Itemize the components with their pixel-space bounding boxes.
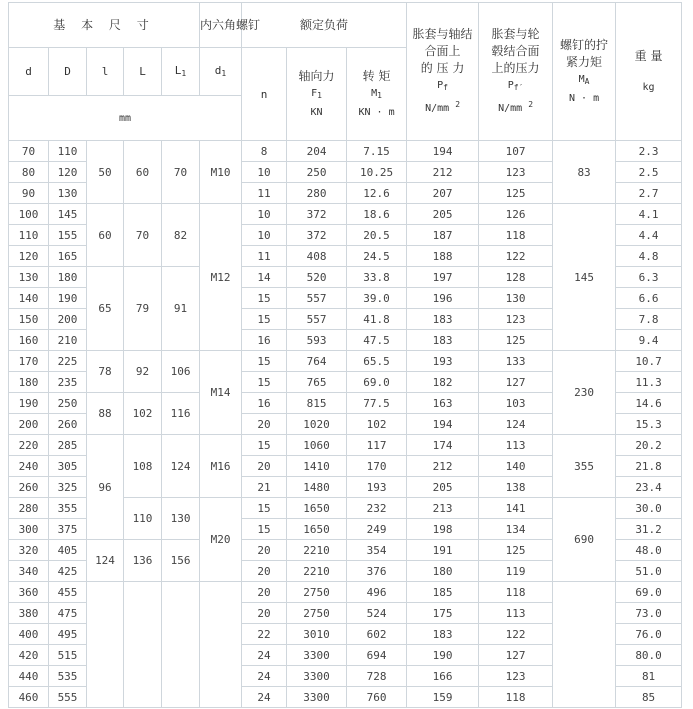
cell-L: 110 — [124, 498, 162, 540]
cell-shaft-pressure: 183 — [407, 309, 479, 330]
cell-weight: 15.3 — [616, 414, 682, 435]
cell-axial-force: 1410 — [287, 456, 347, 477]
cell-L1: 124 — [162, 435, 200, 498]
cell-d: 200 — [9, 414, 49, 435]
cell-d: 260 — [9, 477, 49, 498]
cell-D: 455 — [49, 582, 87, 603]
cell-axial-force: 3300 — [287, 645, 347, 666]
cell-shaft-pressure: 207 — [407, 183, 479, 204]
table-row — [9, 582, 682, 603]
cell-weight: 4.4 — [616, 225, 682, 246]
cell-hub-pressure: 128 — [479, 267, 553, 288]
cell-hub-pressure: 119 — [479, 561, 553, 582]
cell-d: 70 — [9, 141, 49, 162]
cell-shaft-pressure: 205 — [407, 477, 479, 498]
cell-axial-force: 2750 — [287, 603, 347, 624]
cell-d1 — [200, 582, 242, 708]
cell-D: 155 — [49, 225, 87, 246]
cell-d: 220 — [9, 435, 49, 456]
cell-D: 225 — [49, 351, 87, 372]
cell-axial-force: 557 — [287, 288, 347, 309]
cell-D: 120 — [49, 162, 87, 183]
cell-weight: 73.0 — [616, 603, 682, 624]
cell-hub-pressure: 138 — [479, 477, 553, 498]
table-row — [9, 141, 682, 162]
header-n: n — [242, 48, 287, 141]
cell-shaft-pressure: 193 — [407, 351, 479, 372]
cell-shaft-pressure: 166 — [407, 666, 479, 687]
cell-axial-force: 3010 — [287, 624, 347, 645]
cell-D: 375 — [49, 519, 87, 540]
cell-torque: 47.5 — [347, 330, 407, 351]
spec-table-body — [9, 141, 682, 708]
cell-L: 92 — [124, 351, 162, 393]
header-d1: $d_1$ — [200, 48, 242, 96]
cell-axial-force: 765 — [287, 372, 347, 393]
spec-table-container — [8, 2, 682, 708]
cell-L1: 106 — [162, 351, 200, 393]
cell-shaft-pressure: 183 — [407, 330, 479, 351]
cell-shaft-pressure: 213 — [407, 498, 479, 519]
header-d: d — [9, 48, 49, 96]
cell-L: 102 — [124, 393, 162, 435]
cell-torque: 602 — [347, 624, 407, 645]
cell-d: 120 — [9, 246, 49, 267]
cell-axial-force: 1650 — [287, 519, 347, 540]
cell-d1: M16 — [200, 435, 242, 498]
cell-torque: 39.0 — [347, 288, 407, 309]
cell-d: 440 — [9, 666, 49, 687]
cell-shaft-pressure: 212 — [407, 162, 479, 183]
cell-L: 108 — [124, 435, 162, 498]
cell-shaft-pressure: 185 — [407, 582, 479, 603]
cell-d: 320 — [9, 540, 49, 561]
cell-hub-pressure: 127 — [479, 372, 553, 393]
cell-axial-force: 1060 — [287, 435, 347, 456]
cell-axial-force: 2210 — [287, 561, 347, 582]
cell-weight: 51.0 — [616, 561, 682, 582]
cell-axial-force: 1480 — [287, 477, 347, 498]
cell-torque: 20.5 — [347, 225, 407, 246]
cell-shaft-pressure: 183 — [407, 624, 479, 645]
cell-torque: 694 — [347, 645, 407, 666]
cell-l: 96 — [87, 435, 124, 540]
cell-hub-pressure: 122 — [479, 624, 553, 645]
cell-L — [124, 582, 162, 708]
table-row — [9, 204, 682, 225]
cell-n: 15 — [242, 309, 287, 330]
cell-d: 460 — [9, 687, 49, 708]
cell-D: 260 — [49, 414, 87, 435]
header-hub-pressure: 胀套与轮 毂结合面 上的压力 $P_{f'}$ N/mm $^2$ — [479, 3, 553, 141]
cell-n: 15 — [242, 435, 287, 456]
cell-hub-pressure: 141 — [479, 498, 553, 519]
cell-n: 24 — [242, 645, 287, 666]
cell-weight: 48.0 — [616, 540, 682, 561]
cell-D: 285 — [49, 435, 87, 456]
cell-axial-force: 3300 — [287, 666, 347, 687]
header-D: D — [49, 48, 87, 96]
cell-shaft-pressure: 198 — [407, 519, 479, 540]
cell-d: 340 — [9, 561, 49, 582]
cell-torque: 12.6 — [347, 183, 407, 204]
cell-shaft-pressure: 194 — [407, 414, 479, 435]
cell-hub-pressure: 107 — [479, 141, 553, 162]
cell-d: 360 — [9, 582, 49, 603]
cell-D: 190 — [49, 288, 87, 309]
cell-weight: 7.8 — [616, 309, 682, 330]
cell-n: 10 — [242, 162, 287, 183]
cell-weight: 69.0 — [616, 582, 682, 603]
cell-hub-pressure: 123 — [479, 309, 553, 330]
cell-L1: 82 — [162, 204, 200, 267]
cell-axial-force: 1650 — [287, 498, 347, 519]
cell-shaft-pressure: 159 — [407, 687, 479, 708]
cell-L1: 116 — [162, 393, 200, 435]
cell-d: 240 — [9, 456, 49, 477]
cell-weight: 4.8 — [616, 246, 682, 267]
cell-n: 15 — [242, 288, 287, 309]
cell-weight: 76.0 — [616, 624, 682, 645]
cell-D: 475 — [49, 603, 87, 624]
cell-shaft-pressure: 187 — [407, 225, 479, 246]
cell-weight: 6.3 — [616, 267, 682, 288]
cell-torque: 77.5 — [347, 393, 407, 414]
cell-D: 110 — [49, 141, 87, 162]
cell-D: 180 — [49, 267, 87, 288]
header-unit-mm: mm — [9, 96, 242, 141]
table-row — [9, 435, 682, 456]
cell-d: 110 — [9, 225, 49, 246]
cell-hub-pressure: 127 — [479, 645, 553, 666]
cell-L: 70 — [124, 204, 162, 267]
cell-l: 88 — [87, 393, 124, 435]
cell-shaft-pressure: 174 — [407, 435, 479, 456]
header-axial-force: 轴向力 $F_1$ KN — [287, 48, 347, 141]
cell-D: 405 — [49, 540, 87, 561]
cell-torque: 33.8 — [347, 267, 407, 288]
cell-screw-torque: 83 — [553, 141, 616, 204]
cell-hub-pressure: 125 — [479, 330, 553, 351]
cell-axial-force: 250 — [287, 162, 347, 183]
cell-screw-torque: 230 — [553, 351, 616, 435]
cell-weight: 21.8 — [616, 456, 682, 477]
cell-d: 100 — [9, 204, 49, 225]
table-row — [9, 351, 682, 372]
cell-shaft-pressure: 175 — [407, 603, 479, 624]
cell-weight: 9.4 — [616, 330, 682, 351]
cell-n: 16 — [242, 330, 287, 351]
cell-d1: M14 — [200, 351, 242, 435]
cell-torque: 102 — [347, 414, 407, 435]
cell-weight: 4.1 — [616, 204, 682, 225]
cell-shaft-pressure: 180 — [407, 561, 479, 582]
cell-D: 555 — [49, 687, 87, 708]
cell-hub-pressure: 125 — [479, 183, 553, 204]
cell-n: 15 — [242, 372, 287, 393]
cell-L1: 156 — [162, 540, 200, 582]
cell-n: 10 — [242, 225, 287, 246]
cell-weight: 31.2 — [616, 519, 682, 540]
cell-d1: M12 — [200, 204, 242, 351]
cell-hub-pressure: 126 — [479, 204, 553, 225]
cell-weight: 81 — [616, 666, 682, 687]
cell-D: 495 — [49, 624, 87, 645]
cell-l: 60 — [87, 204, 124, 267]
cell-n: 14 — [242, 267, 287, 288]
cell-hub-pressure: 118 — [479, 225, 553, 246]
cell-L1: 70 — [162, 141, 200, 204]
cell-n: 20 — [242, 456, 287, 477]
cell-n: 15 — [242, 351, 287, 372]
cell-screw-torque: 355 — [553, 435, 616, 498]
cell-d1: M10 — [200, 141, 242, 204]
cell-axial-force: 408 — [287, 246, 347, 267]
cell-D: 250 — [49, 393, 87, 414]
cell-n: 24 — [242, 666, 287, 687]
cell-torque: 18.6 — [347, 204, 407, 225]
cell-l: 65 — [87, 267, 124, 351]
cell-torque: 524 — [347, 603, 407, 624]
cell-axial-force: 764 — [287, 351, 347, 372]
cell-torque: 760 — [347, 687, 407, 708]
cell-axial-force: 1020 — [287, 414, 347, 435]
header-rated-load: 额定负荷 — [242, 3, 407, 48]
cell-d: 130 — [9, 267, 49, 288]
cell-weight: 14.6 — [616, 393, 682, 414]
cell-L1: 130 — [162, 498, 200, 540]
cell-n: 21 — [242, 477, 287, 498]
cell-hub-pressure: 140 — [479, 456, 553, 477]
cell-torque: 69.0 — [347, 372, 407, 393]
cell-D: 325 — [49, 477, 87, 498]
cell-l: 78 — [87, 351, 124, 393]
cell-n: 15 — [242, 519, 287, 540]
cell-n: 20 — [242, 540, 287, 561]
cell-screw-torque: 690 — [553, 498, 616, 582]
cell-torque: 728 — [347, 666, 407, 687]
cell-L1 — [162, 582, 200, 708]
cell-D: 200 — [49, 309, 87, 330]
cell-hub-pressure: 113 — [479, 603, 553, 624]
cell-D: 515 — [49, 645, 87, 666]
cell-axial-force: 520 — [287, 267, 347, 288]
cell-d: 80 — [9, 162, 49, 183]
cell-hub-pressure: 133 — [479, 351, 553, 372]
cell-torque: 10.25 — [347, 162, 407, 183]
cell-shaft-pressure: 191 — [407, 540, 479, 561]
cell-D: 535 — [49, 666, 87, 687]
cell-shaft-pressure: 182 — [407, 372, 479, 393]
header-shaft-pressure: 胀套与轴结 合面上 的 压 力 $P_f$ N/mm $^2$ — [407, 3, 479, 141]
cell-torque: 117 — [347, 435, 407, 456]
cell-d: 140 — [9, 288, 49, 309]
cell-torque: 496 — [347, 582, 407, 603]
header-screw-torque: 螺钉的拧 紧力矩 $M_A$ N · m — [553, 3, 616, 141]
cell-axial-force: 372 — [287, 225, 347, 246]
cell-torque: 354 — [347, 540, 407, 561]
cell-D: 165 — [49, 246, 87, 267]
cell-hub-pressure: 123 — [479, 666, 553, 687]
header-torque: 转 矩 $M_1$ KN · m — [347, 48, 407, 141]
cell-d: 180 — [9, 372, 49, 393]
cell-n: 24 — [242, 687, 287, 708]
cell-D: 305 — [49, 456, 87, 477]
cell-n: 20 — [242, 582, 287, 603]
cell-weight: 30.0 — [616, 498, 682, 519]
cell-D: 210 — [49, 330, 87, 351]
cell-d: 150 — [9, 309, 49, 330]
cell-screw-torque: 145 — [553, 204, 616, 351]
cell-d: 400 — [9, 624, 49, 645]
cell-hub-pressure: 130 — [479, 288, 553, 309]
header-screw: 内六角螺钉 — [200, 3, 242, 48]
cell-d: 90 — [9, 183, 49, 204]
cell-axial-force: 3300 — [287, 687, 347, 708]
cell-weight: 85 — [616, 687, 682, 708]
cell-hub-pressure: 123 — [479, 162, 553, 183]
cell-L1: 91 — [162, 267, 200, 351]
cell-axial-force: 593 — [287, 330, 347, 351]
cell-shaft-pressure: 205 — [407, 204, 479, 225]
cell-axial-force: 557 — [287, 309, 347, 330]
header-l: l — [87, 48, 124, 96]
cell-axial-force: 2210 — [287, 540, 347, 561]
cell-n: 22 — [242, 624, 287, 645]
cell-torque: 170 — [347, 456, 407, 477]
cell-D: 235 — [49, 372, 87, 393]
cell-weight: 2.5 — [616, 162, 682, 183]
cell-torque: 24.5 — [347, 246, 407, 267]
cell-l — [87, 582, 124, 708]
cell-l: 124 — [87, 540, 124, 582]
cell-d: 380 — [9, 603, 49, 624]
cell-hub-pressure: 113 — [479, 435, 553, 456]
cell-n: 10 — [242, 204, 287, 225]
cell-L: 60 — [124, 141, 162, 204]
cell-d1: M20 — [200, 498, 242, 582]
cell-axial-force: 280 — [287, 183, 347, 204]
cell-shaft-pressure: 190 — [407, 645, 479, 666]
cell-torque: 376 — [347, 561, 407, 582]
cell-d: 280 — [9, 498, 49, 519]
cell-n: 11 — [242, 246, 287, 267]
cell-shaft-pressure: 194 — [407, 141, 479, 162]
header-L: L — [124, 48, 162, 96]
cell-weight: 10.7 — [616, 351, 682, 372]
cell-d: 300 — [9, 519, 49, 540]
expansion-sleeve-spec-table — [8, 2, 682, 708]
cell-d: 420 — [9, 645, 49, 666]
cell-weight: 20.2 — [616, 435, 682, 456]
cell-weight: 23.4 — [616, 477, 682, 498]
cell-l: 50 — [87, 141, 124, 204]
cell-hub-pressure: 118 — [479, 582, 553, 603]
cell-d: 190 — [9, 393, 49, 414]
cell-n: 15 — [242, 498, 287, 519]
cell-torque: 41.8 — [347, 309, 407, 330]
cell-shaft-pressure: 196 — [407, 288, 479, 309]
cell-weight: 2.7 — [616, 183, 682, 204]
cell-axial-force: 815 — [287, 393, 347, 414]
cell-axial-force: 372 — [287, 204, 347, 225]
cell-n: 16 — [242, 393, 287, 414]
cell-weight: 2.3 — [616, 141, 682, 162]
cell-n: 20 — [242, 414, 287, 435]
cell-shaft-pressure: 197 — [407, 267, 479, 288]
cell-n: 20 — [242, 603, 287, 624]
cell-torque: 249 — [347, 519, 407, 540]
cell-weight: 11.3 — [616, 372, 682, 393]
cell-axial-force: 2750 — [287, 582, 347, 603]
header-basic-dimensions: 基 本 尺 寸 — [9, 3, 200, 48]
cell-d: 170 — [9, 351, 49, 372]
cell-torque: 193 — [347, 477, 407, 498]
cell-D: 425 — [49, 561, 87, 582]
cell-L: 79 — [124, 267, 162, 351]
cell-screw-torque — [553, 582, 616, 708]
cell-hub-pressure: 125 — [479, 540, 553, 561]
cell-shaft-pressure: 212 — [407, 456, 479, 477]
cell-D: 130 — [49, 183, 87, 204]
cell-hub-pressure: 103 — [479, 393, 553, 414]
cell-hub-pressure: 124 — [479, 414, 553, 435]
cell-hub-pressure: 118 — [479, 687, 553, 708]
cell-n: 8 — [242, 141, 287, 162]
cell-axial-force: 204 — [287, 141, 347, 162]
cell-D: 355 — [49, 498, 87, 519]
cell-hub-pressure: 134 — [479, 519, 553, 540]
cell-shaft-pressure: 163 — [407, 393, 479, 414]
header-L1: $L_1$ — [162, 48, 200, 96]
header-weight: 重 量 kg — [616, 3, 682, 141]
cell-weight: 6.6 — [616, 288, 682, 309]
cell-shaft-pressure: 188 — [407, 246, 479, 267]
cell-L: 136 — [124, 540, 162, 582]
cell-n: 20 — [242, 561, 287, 582]
cell-d: 160 — [9, 330, 49, 351]
cell-torque: 232 — [347, 498, 407, 519]
cell-D: 145 — [49, 204, 87, 225]
cell-hub-pressure: 122 — [479, 246, 553, 267]
cell-torque: 7.15 — [347, 141, 407, 162]
cell-weight: 80.0 — [616, 645, 682, 666]
cell-n: 11 — [242, 183, 287, 204]
cell-torque: 65.5 — [347, 351, 407, 372]
